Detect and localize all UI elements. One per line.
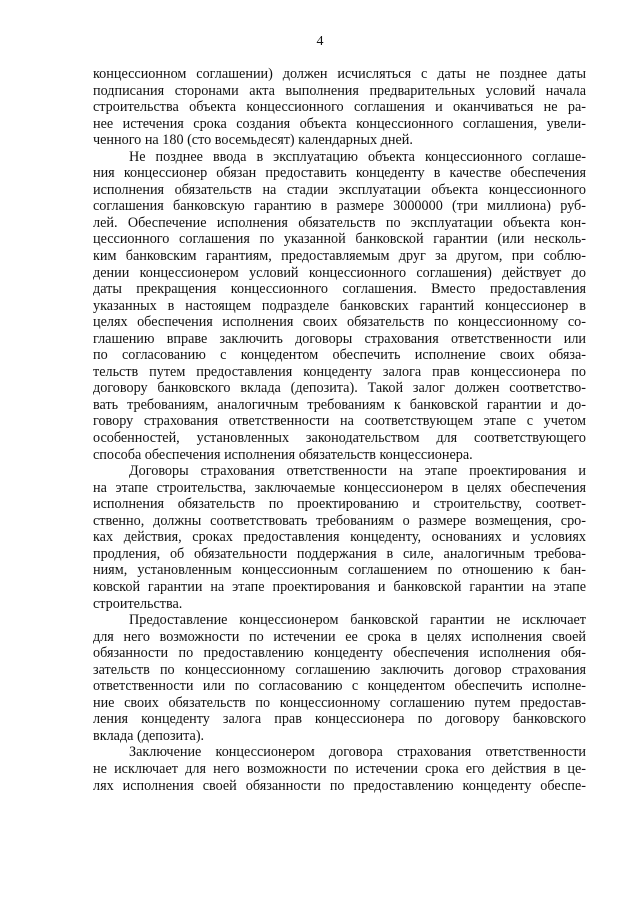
body-text: [93, 66, 586, 794]
text-line: лях исполнения своей обязанности по предоставлению концеденту обеспе-: [93, 777, 586, 794]
text-line: для него возможности по истечении ее срока в целях исполнения своей: [93, 628, 586, 645]
text-line: не исключает для него возможности по истечении срока его действия в це-: [93, 760, 586, 777]
text-line: даты прекращения концессионного соглашения. Вместо предоставления: [93, 281, 586, 298]
text-line: Не позднее ввода в эксплуатацию объекта концессионного соглаше-: [129, 148, 586, 165]
text-line: глашению вправе заключить договоры страхования ответственности или: [93, 330, 586, 347]
text-line: вклада (депозита).: [93, 727, 205, 744]
text-line: строительства объекта концессионного соглашения и оканчиваться не ра-: [93, 99, 586, 116]
paragraph: [93, 744, 586, 794]
text-line: ответственности или по согласованию с концедентом обеспечить исполне-: [93, 678, 586, 695]
text-line: целях обеспечения исполнения своих обязательств по концессионному со-: [93, 314, 586, 331]
text-line: на этапе строительства, заключаемые концессионером в целях обеспечения: [93, 479, 586, 496]
text-line: цессионного соглашения по указанной банковской гарантии (или несколь-: [93, 231, 586, 248]
text-line: указанных в настоящем подразделе банковских гарантий концессионер в: [93, 297, 586, 314]
text-line: исполнения обязательств на стадии эксплуатации объекта концессионного: [93, 181, 586, 198]
text-line: по согласованию с концедентом обеспечить исполнение своих обяза-: [93, 347, 586, 364]
text-line: ках действия, сроках предоставления концеденту, основаниях и условиях: [93, 529, 586, 546]
text-line: ниям, установленным концессионным соглашением по отношению к бан-: [93, 562, 586, 579]
text-line: нее истечения срока создания объекта концессионного соглашения, увели-: [93, 115, 586, 132]
paragraph: [93, 612, 586, 744]
text-line: договору банковского вклада (депозита). Такой залог должен соответство-: [93, 380, 586, 397]
text-line: зательств по концессионному соглашению заключить договор страхования: [93, 661, 586, 678]
text-line: говору страхования ответственности на соответствующем этапе с учетом: [93, 413, 586, 430]
text-line: ким банковским гарантиям, предоставляемым друг за другом, при соблю-: [93, 248, 586, 265]
text-line: ния концессионер обязан предоставить концеденту в качестве обеспечения: [93, 165, 586, 182]
paragraph: [93, 463, 586, 612]
text-line: ления концеденту залога прав концессионера по договору банковского: [93, 711, 586, 728]
text-line: Заключение концессионером договора страхования ответственности: [129, 744, 586, 761]
text-line: Предоставление концессионером банковской гарантии не исключает: [129, 612, 586, 629]
text-line: соглашения банковскую гарантию в размере 3000000 (три миллиона) руб-: [93, 198, 586, 215]
text-line: ченного на 180 (сто восемьдесят) календарных дней.: [93, 132, 413, 149]
text-line: дении концессионером условий концессионного соглашения) действует до: [93, 264, 586, 281]
text-line: способа обеспечения исполнения обязательств концессионера.: [93, 446, 473, 463]
text-line: строительства.: [93, 595, 183, 612]
text-line: обязанности по предоставлению концеденту обеспечения исполнения обя-: [93, 645, 586, 662]
text-line: ковской гарантии на этапе проектирования и банковской гарантии на этапе: [93, 578, 586, 595]
text-line: Договоры страхования ответственности на этапе проектирования и: [129, 463, 586, 480]
text-line: тельств путем предоставления концеденту залога прав концессионера по: [93, 363, 586, 380]
text-line: особенностей, установленных законодательством для соответствующего: [93, 430, 586, 447]
text-line: продления, об обязательности поддержания в силе, аналогичным требова-: [93, 545, 586, 562]
text-line: исполнения обязательств по проектированию и строительству, соответ-: [93, 496, 586, 513]
text-line: ственно, должны соответствовать требованиям о размере возмещения, сро-: [93, 512, 586, 529]
text-line: подписания сторонами акта выполнения предварительных условий начала: [93, 82, 586, 99]
paragraph: [93, 149, 586, 463]
page-number: 4: [316, 34, 324, 49]
text-line: лей. Обеспечение исполнения обязательств по эксплуатации объекта кон-: [93, 214, 586, 231]
text-line: ние своих обязательств по концессионному соглашению путем предостав-: [93, 694, 586, 711]
paragraph: [93, 66, 586, 149]
text-line: концессионном соглашении) должен исчисляться с даты не позднее даты: [93, 66, 586, 82]
text-line: вать требованиям, аналогичным требованиям к банковской гарантии и до-: [93, 396, 586, 413]
